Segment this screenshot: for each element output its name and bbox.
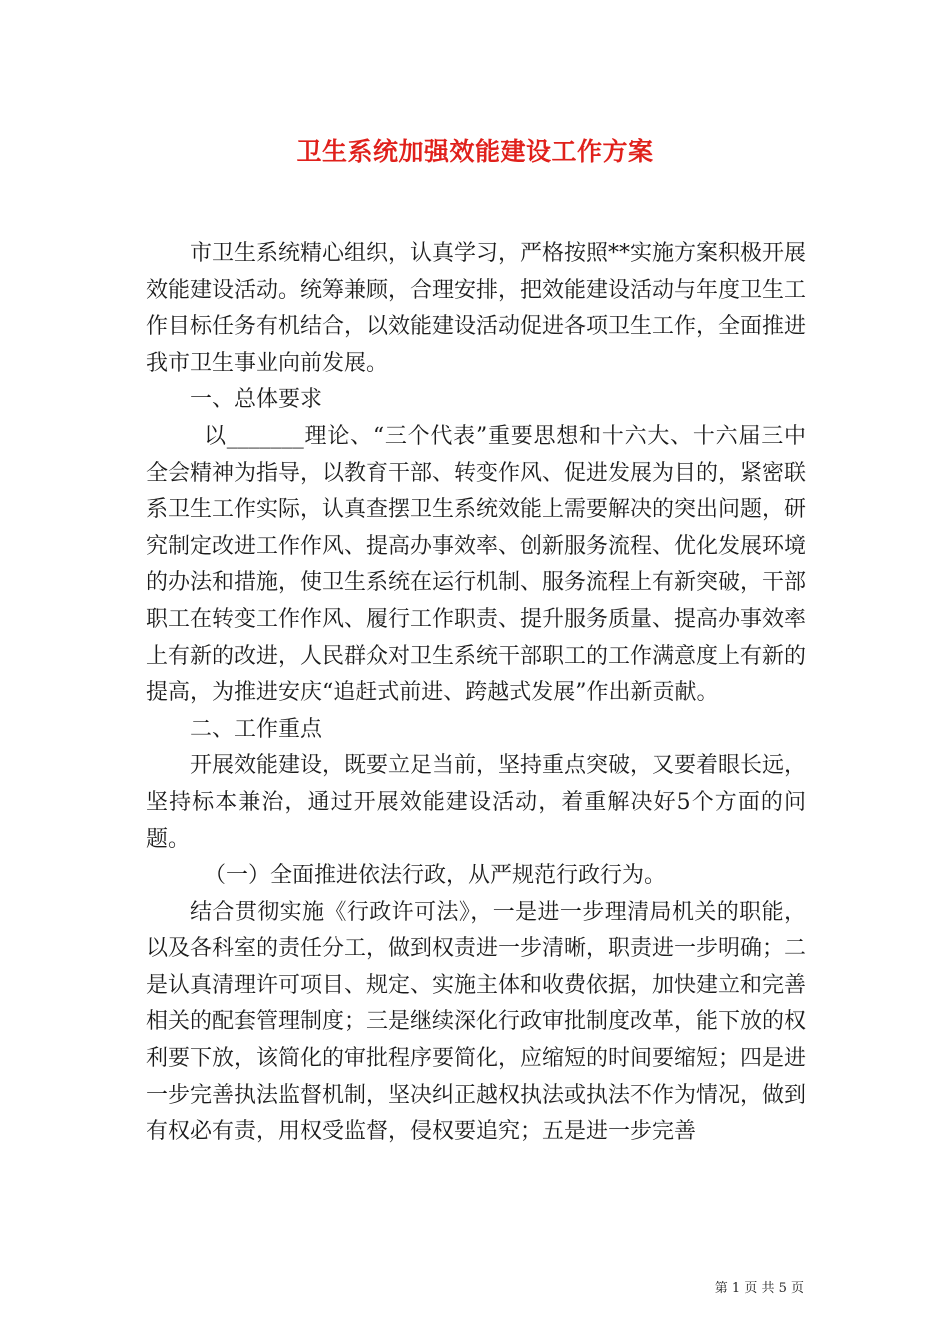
section-heading-general-requirements: 一、总体要求 [190,387,323,413]
page-number-footer: 第 1 页 共 5 页 [714,1281,804,1296]
paragraph-work-focus: 开展效能建设，既要立足当前，坚持重点突破，又要着眼长远，坚持标本兼治，通过开展效能建设活动，着重解决好5个方面的问题。 [146,753,807,852]
paragraph-intro: 市卫生系统精心组织，认真学习，严格按照**实施方案积极开展效能建设活动。统筹兼顾，合理安排，把效能建设活动与年度卫生工作目标任务有机结合，以效能建设活动促进各项卫生工作，全面推进我市卫生事业向前发展。 [146,241,807,376]
document-title: 卫生系统加强效能建设工作方案 [296,137,654,166]
paragraph-subsection-1: 结合贯彻实施《行政许可法》，一是进一步理清局机关的职能，以及各科室的责任分工，做到权责进一步清晰，职责进一步明确；二是认真清理许可项目、规定、实施主体和收费依据，加快建立和完善相关的配套管理制度；三是继续深化行政审批制度改革，能下放的权利要下放，该简化的审批程序要简化，应缩短的时间要缩短；四是进一步完善执法监督机制，坚决纠正越权执法或执法不作为情况，做到有权必有责，用权受监督，侵权要追究；五是进一步完善 [146,899,807,1145]
paragraph-general-requirements: 以_______理论、“三个代表”重要思想和十六大、十六届三中全会精神为指导，以教育干部、转变作风、促进发展为目的，紧密联系卫生工作实际，认真查摆卫生系统效能上需要解决的突出问题，研究制定改进工作作风、提高办事效率、创新服务流程、优化发展环境的办法和措施，使卫生系统在运行机制、服务流程上有新突破，干部职工在转变工作作风、履行工作职责、提升服务质量、提高办事效率上有新的改进，人民群众对卫生系统干部职工的工作满意度上有新的提高，为推进安庆“追赶式前进、跨越式发展”作出新贡献。 [146,423,807,706]
document-body [146,236,806,1151]
subsection-heading-1: （一）全面推进依法行政，从严规范行政行为。 [204,863,667,889]
section-heading-work-focus: 二、工作重点 [190,716,323,742]
